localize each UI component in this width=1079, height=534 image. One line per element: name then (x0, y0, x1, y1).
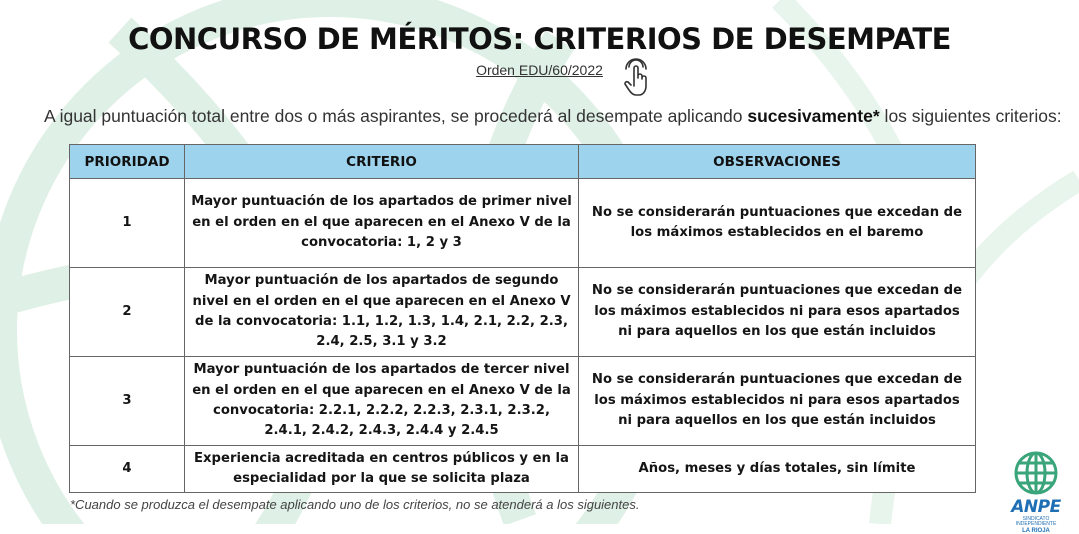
logo-subtitle: SINDICATO INDEPENDIENTE (1015, 516, 1057, 527)
page-title: CONCURSO DE MÉRITOS: CRITERIOS DE DESEMPATE (128, 22, 951, 56)
observations-cell: No se considerarán puntuaciones que excedan de los máximos establecidos ni para esos apartados ni para aquellos en los que están incluidos (579, 268, 976, 357)
intro-text (44, 106, 1079, 127)
intro-text-after: los siguientes criterios: (879, 106, 1062, 126)
criterion-cell: Mayor puntuación de los apartados de primer nivel en el orden en el que aparecen en el Anexo V de la convocatoria: 1, 2 y 3 (185, 179, 579, 268)
table-row (70, 268, 976, 357)
table-header-row (70, 145, 976, 179)
priority-cell: 2 (70, 268, 185, 357)
logo-name: ANPE (1011, 497, 1061, 517)
priority-cell: 1 (70, 179, 185, 268)
header-observations: OBSERVACIONES (579, 145, 976, 179)
footnote: *Cuando se produzca el desempate aplicando uno de los criterios, no se atenderá a los siguientes. (70, 497, 640, 512)
table-row (70, 179, 976, 268)
order-reference (0, 62, 1079, 78)
hand-pointer-icon[interactable] (622, 58, 650, 98)
criteria-table (69, 144, 976, 493)
table-row (70, 446, 976, 493)
logo-region: LA RIOJA (1022, 528, 1050, 534)
observations-cell: Años, meses y días totales, sin límite (579, 446, 976, 493)
globe-icon (1013, 450, 1059, 496)
criterion-cell: Experiencia acreditada en centros públicos y en la especialidad por la que se solicita plaza (185, 446, 579, 493)
header-priority: PRIORIDAD (70, 145, 185, 179)
table-row (70, 357, 976, 446)
order-link[interactable]: Orden EDU/60/2022 (476, 62, 603, 78)
criterion-cell: Mayor puntuación de los apartados de segundo nivel en el orden en el que aparecen en el Anexo V de la convocatoria: 1.1, 1.2, 1.3, 1.4, 2.1, 2.2, 2.3, 2.4, 2.5, 3.1 y 3.2 (185, 268, 579, 357)
intro-emphasis: sucesivamente* (747, 106, 880, 126)
observations-cell: No se considerarán puntuaciones que excedan de los máximos establecidos en el baremo (579, 179, 976, 268)
observations-cell: No se considerarán puntuaciones que excedan de los máximos establecidos ni para esos apartados ni para aquellos en los que están incluidos (579, 357, 976, 446)
priority-cell: 4 (70, 446, 185, 493)
priority-cell: 3 (70, 357, 185, 446)
header-criterion: CRITERIO (185, 145, 579, 179)
criterion-cell: Mayor puntuación de los apartados de tercer nivel en el orden en el que aparecen en el Anexo V de la convocatoria: 2.2.1, 2.2.2, 2.2.3, 2.3.1, 2.3.2, 2.4.1, 2.4.2, 2.4.3, 2.4.4 y 2.4.5 (185, 357, 579, 446)
intro-text-before: A igual puntuación total entre dos o más aspirantes, se procederá al desempate aplicando (44, 106, 748, 126)
anpe-logo (1004, 450, 1068, 534)
